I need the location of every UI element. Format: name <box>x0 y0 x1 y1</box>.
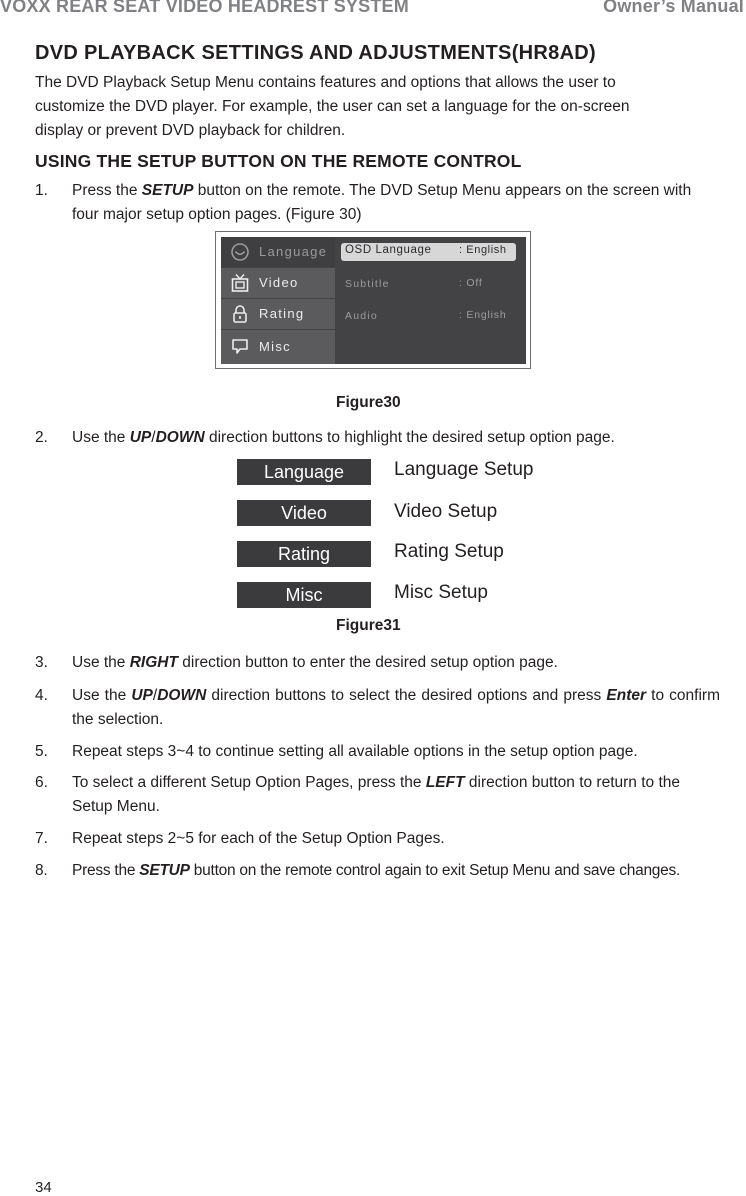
step-number: 4. <box>35 687 48 704</box>
tv-icon <box>230 273 250 293</box>
step-key: DOWN <box>157 687 207 704</box>
figure-31-caption: Figure31 <box>336 617 401 634</box>
step-text: direction buttons to select the desired options and press <box>206 687 607 704</box>
page-number: 34 <box>35 1179 52 1196</box>
step-text: direction button to return to the Setup Menu. <box>72 774 681 815</box>
step-text: Repeat steps 3~4 to continue setting all available options in the setup option page. <box>72 743 638 760</box>
speech-bubble-icon <box>230 336 250 356</box>
step-key: UP <box>131 687 153 704</box>
step-text: Repeat steps 2~5 for each of the Setup Option Pages. <box>72 830 445 847</box>
option-name: Audio <box>345 310 378 322</box>
setup-page-button-misc: Misc <box>237 582 371 608</box>
subsection-heading: USING THE SETUP BUTTON ON THE REMOTE CONTROL <box>35 151 522 171</box>
step-number: 8. <box>35 862 48 879</box>
running-header-title: VOXX REAR SEAT VIDEO HEADREST SYSTEM <box>0 0 409 16</box>
lock-icon <box>230 304 250 324</box>
step-key: RIGHT <box>129 654 178 671</box>
step-2 <box>35 426 720 450</box>
step-number: 5. <box>35 743 48 760</box>
step-6 <box>35 771 720 819</box>
setup-page-button-video: Video <box>237 500 371 526</box>
step-key: SETUP <box>141 182 194 199</box>
option-value: : Off <box>459 277 483 289</box>
step-key: UP <box>129 429 152 446</box>
step-text: Press the <box>72 862 140 879</box>
step-5 <box>35 740 720 764</box>
step-text: to confirm the selection. <box>72 687 720 728</box>
step-key: LEFT <box>425 774 465 791</box>
menu-tab-misc <box>221 330 335 364</box>
intro-line-3: display or prevent DVD playback for children. <box>35 122 346 139</box>
setup-page-label: Misc Setup <box>394 582 488 603</box>
step-text: Use the <box>72 687 132 704</box>
step-text: button on the remote. The DVD Setup Menu appears on the screen with four major setup option pages. (Figure 30) <box>72 182 692 223</box>
menu-tab-language <box>221 237 335 268</box>
menu-tab-rating <box>221 299 335 330</box>
step-1 <box>35 179 720 227</box>
step-number: 2. <box>35 429 48 446</box>
step-number: 7. <box>35 830 48 847</box>
running-header-manual: Owner’s Manual <box>603 0 744 16</box>
option-row-selected <box>341 243 516 261</box>
step-number: 3. <box>35 654 48 671</box>
step-text: direction button to enter the desired setup option page. <box>177 654 558 671</box>
step-number: 6. <box>35 774 48 791</box>
step-text: Use the <box>72 429 130 446</box>
options-panel <box>335 237 526 364</box>
menu-tab-label: Misc <box>259 339 291 354</box>
setup-page-label: Language Setup <box>394 459 534 480</box>
option-name: OSD Language <box>345 244 432 256</box>
step-key: Enter <box>606 687 647 704</box>
step-text: / <box>151 429 156 446</box>
step-text: To select a different Setup Option Pages, press the <box>72 774 426 791</box>
menu-tab-label: Rating <box>259 306 305 321</box>
menu-tab-label: Language <box>259 244 328 259</box>
option-value: : English <box>459 244 507 256</box>
step-8 <box>35 859 720 883</box>
figure-30-setup-menu <box>215 231 531 369</box>
intro-line-1: The DVD Playback Setup Menu contains features and options that allows the user to <box>35 74 616 91</box>
smiley-icon <box>230 242 250 262</box>
setup-page-label: Video Setup <box>394 501 498 522</box>
step-text: Press the <box>72 182 142 199</box>
step-text: Use the <box>72 654 130 671</box>
setup-page-button-language: Language <box>237 459 371 485</box>
menu-tab-video <box>221 268 335 299</box>
step-text: direction buttons to highlight the desired setup option page. <box>204 429 615 446</box>
step-number: 1. <box>35 182 48 199</box>
menu-tab-label: Video <box>259 275 299 290</box>
option-value: : English <box>459 309 507 321</box>
step-key: DOWN <box>155 429 205 446</box>
step-text: button on the remote control again to exit Setup Menu and save changes. <box>189 862 681 879</box>
option-name: Subtitle <box>345 278 390 290</box>
figure-30-caption: Figure30 <box>336 394 401 411</box>
intro-line-2: customize the DVD player. For example, the user can set a language for the on-screen <box>35 98 630 115</box>
step-text: / <box>152 687 158 704</box>
step-key: SETUP <box>139 862 190 879</box>
section-title: DVD PLAYBACK SETTINGS AND ADJUSTMENTS(HR8AD) <box>35 42 597 64</box>
setup-page-label: Rating Setup <box>394 541 504 562</box>
setup-page-button-rating: Rating <box>237 541 371 567</box>
step-4 <box>35 684 720 732</box>
step-3 <box>35 651 720 675</box>
step-7 <box>35 827 720 851</box>
